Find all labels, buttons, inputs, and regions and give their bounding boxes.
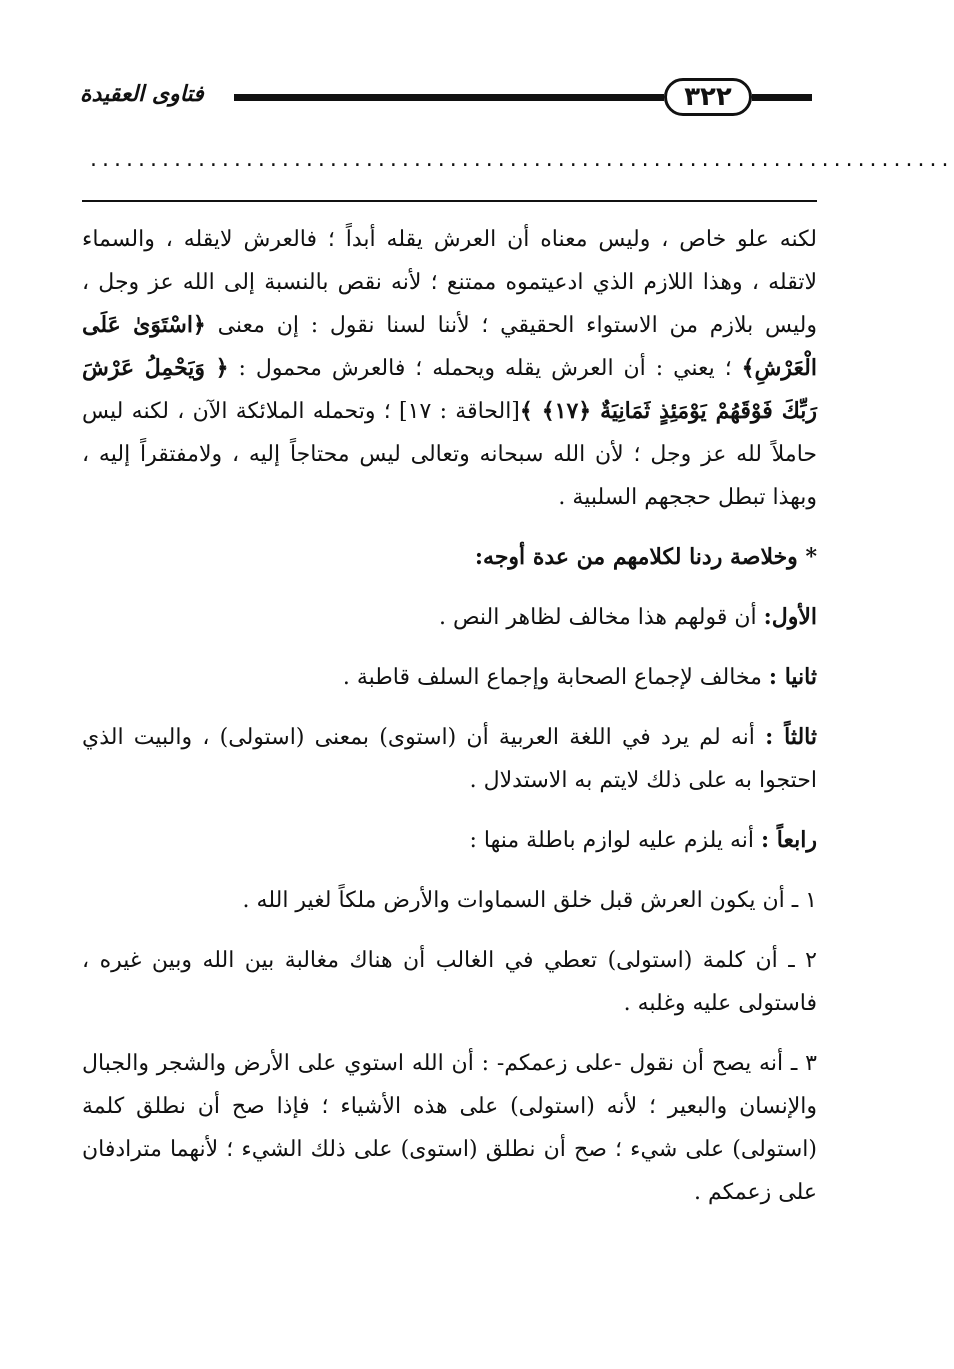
header-rule — [234, 94, 664, 101]
bullet-icon: * — [805, 544, 817, 570]
paragraph-intro-part-b: ؛ يعني : أن العرش يقله ويحمله ؛ فالعرش محمول : — [238, 356, 732, 381]
page-number: ٣٢٢ — [664, 78, 752, 116]
point-second-label: ثانيا : — [768, 664, 817, 690]
header-rule-right — [752, 94, 812, 101]
point-second-text: مخالف لإجماع الصحابة وإجماع السلف قاطبة . — [342, 665, 762, 690]
point-first-text: أن قولهم هذا مخالف لظاهر النص . — [438, 605, 757, 630]
paragraph-intro-part-a: لكنه علو خاص ، وليس معناه أن العرش يقله أبداً ؛ فالعرش لايقله ، والسماء لاتقله ، وهذا اللازم الذي ادعيتموه ممتنع ؛ لأنه نقص بالنسبة إلى الله عز وجل ، وليس بلازم من الاستواء الحقيقي ؛ لأننا لسنا نقول : إن معنى — [82, 227, 817, 338]
point-first — [82, 596, 817, 639]
point-fourth-text: أنه يلزم عليه لوازم باطلة منها : — [469, 828, 755, 853]
list-item-2: ٢ ـ أن كلمة (استولى) تعطي في الغالب أن هناك مغالبة بين الله وبين غيره ، فاستولى عليه وغلبه . — [82, 948, 817, 1016]
dotted-separator: ........................................................................ — [90, 147, 954, 172]
summary-text: وخلاصة ردنا لكلامهم من عدة أوجه: — [474, 544, 798, 570]
point-second — [82, 656, 817, 699]
point-third-text: أنه لم يرد في اللغة العربية أن (استوى) بمعنى (استولى) ، والبيت الذي احتجوا به على ذلك لايتم به الاستدلال . — [82, 725, 817, 793]
quran-verse-haqqa: ﴿ وَيَحْمِلُ عَرْشَ رَبِّكَ فَوْقَهُمْ يَوْمَئِذٍ ثَمَانِيَةٌ ﴿١٧﴾ ﴾ — [82, 355, 818, 424]
paragraph-intro — [82, 218, 817, 519]
point-fourth-label: رابعاً : — [761, 827, 817, 853]
running-title: فتاوى العقيدة — [80, 82, 204, 107]
point-fourth — [82, 819, 817, 862]
list-item-3: ٣ ـ أنه يصح أن نقول -على زعمكم- : أن الله استوي على الأرض والشجر والجبال والإنسان والبعير ؛ لأنه (استولى) على هذه الأشياء ؛ فإذا صح أن نطلق كلمة (استولى) على شيء ؛ صح أن نطلق (استوى) على ذلك الشيء ؛ لأنهما مترادفان على زعمكم . — [82, 1051, 817, 1205]
summary-heading — [82, 536, 817, 579]
point-first-label: الأول: — [763, 604, 817, 630]
page-content — [82, 218, 817, 1214]
header-divider — [82, 200, 817, 202]
page-header — [72, 72, 817, 122]
point-third — [82, 716, 817, 802]
list-item-1: ١ ـ أن يكون العرش قبل خلق السماوات والأرض ملكاً لغير الله . — [242, 888, 817, 913]
point-third-label: ثالثاً : — [765, 724, 817, 750]
quran-verse-istawa: ﴿اسْتَوَىٰ عَلَى الْعَرْشِ﴾ — [82, 312, 817, 381]
paragraph-intro-part-c: [الحاقة : ١٧] ؛ وتحمله الملائكة الآن ، لكنه ليس حاملاً لله عز وجل ؛ لأن الله سبحانه وتعالى ليس محتاجاً إليه ، ولامفتقراً إليه ، وبهذا تبطل حججهم السلبية . — [82, 399, 817, 510]
